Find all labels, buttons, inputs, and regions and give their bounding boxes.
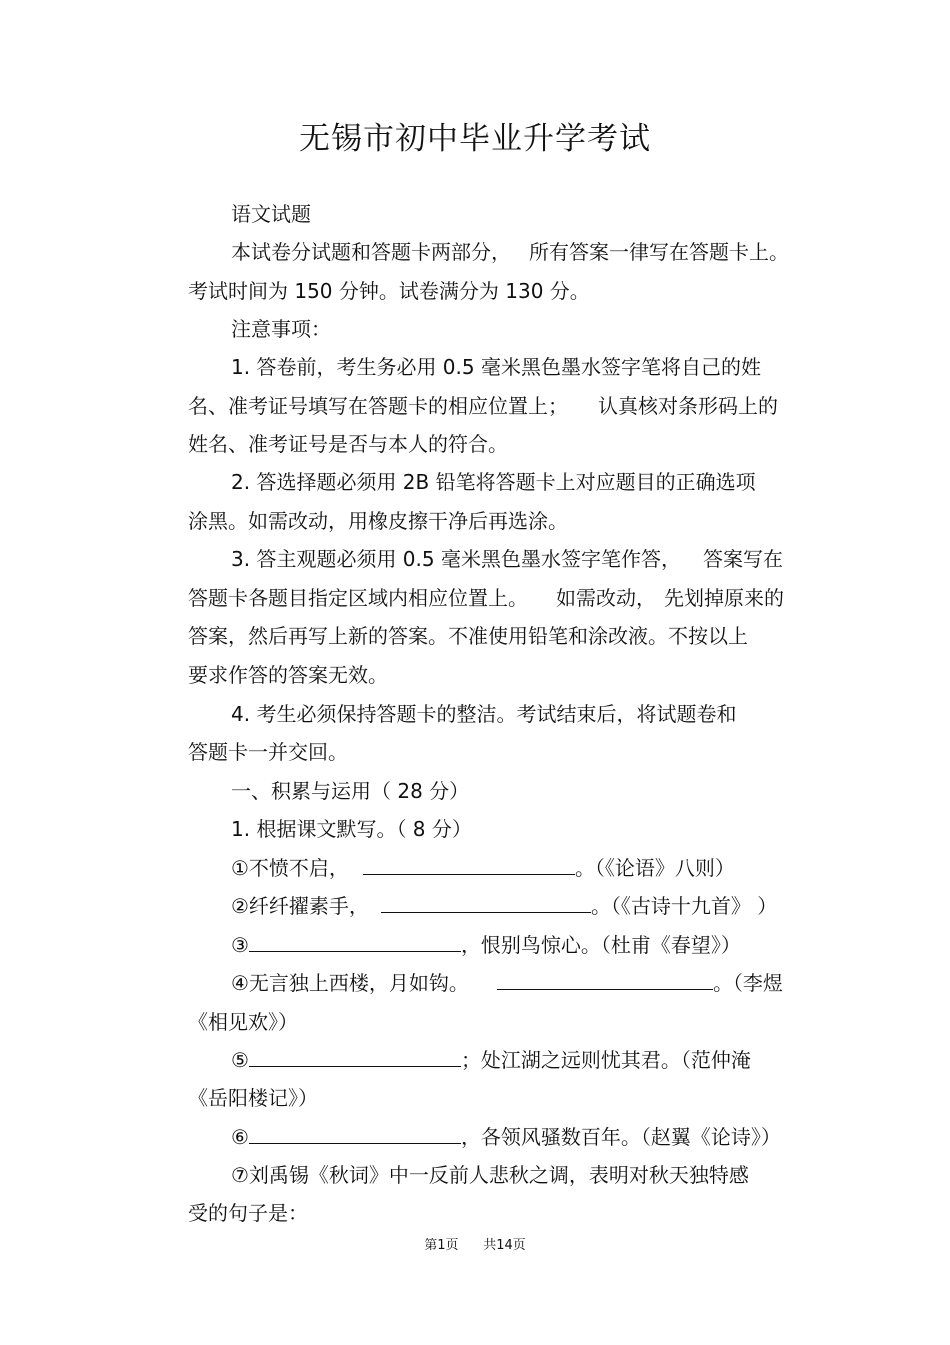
answer-blank <box>363 854 575 875</box>
item-text: ③ <box>231 933 249 957</box>
note-text: 如需改动， <box>556 586 656 610</box>
note-3-line-4: 要求作答的答案无效。 <box>188 663 388 687</box>
note-3-line-2 <box>188 584 828 612</box>
item-3 <box>231 931 831 959</box>
note-text: 名、准考证号填写在答题卡的相应位置上； <box>188 394 568 418</box>
item-text: 。（李煜 <box>712 971 783 995</box>
item-2 <box>231 892 831 920</box>
intro-text: 本试卷分试题和答题卡两部分， <box>231 240 511 264</box>
item-7-line-2: 受的句子是： <box>188 1201 308 1225</box>
note-3-line-3: 答案，然后再写上新的答案。不准使用铅笔和涂改液。不按以上 <box>188 624 748 648</box>
item-text: ①不愤不启， <box>231 856 349 880</box>
item-text: 。（《古诗十九首》 ） <box>590 894 778 918</box>
note-1-line-1: 1. 答卷前，考生务必用 0.5 毫米黑色墨水签字笔将自己的姓 <box>231 355 761 379</box>
item-text: 。（《论语》八则） <box>574 856 735 880</box>
note-text: 3. 答主观题必须用 0.5 毫米黑色墨水签字笔作答， <box>231 547 681 571</box>
item-text: ②纤纤擢素手， <box>231 894 369 918</box>
page-footer: 第1页 共14页 <box>424 1238 526 1253</box>
note-4-line-2: 答题卡一并交回。 <box>188 740 348 764</box>
item-4-line-2: 《相见欢》） <box>188 1010 298 1034</box>
section-heading: 一、积累与运用（ 28 分） <box>231 779 470 803</box>
answer-blank <box>497 969 713 990</box>
item-text: ⑤ <box>231 1048 249 1072</box>
note-text: 答题卡各题目指定区域内相应位置上。 <box>188 586 528 610</box>
note-text: 答案写在 <box>702 547 783 571</box>
answer-blank <box>249 1123 461 1144</box>
item-text: ，恨别鸟惊心。（杜甫《春望》） <box>460 933 741 957</box>
note-2-line-2: 涂黑。如需改动，用橡皮擦干净后再选涂。 <box>188 509 568 533</box>
item-4 <box>231 969 831 997</box>
item-text: ，各领风骚数百年。（赵翼《论诗》） <box>460 1125 781 1149</box>
note-text: 认真核对条形码上的 <box>598 394 778 418</box>
intro-line-2: 考试时间为 150 分钟。试卷满分为 130 分。 <box>188 279 590 303</box>
page-title: 无锡市初中毕业升学考试 <box>299 121 651 157</box>
item-5-line-2: 《岳阳楼记》） <box>188 1086 318 1110</box>
note-3-line-1 <box>231 545 831 573</box>
item-1 <box>231 854 831 882</box>
intro-text: 所有答案一律写在答题卡上。 <box>529 240 789 264</box>
subject-label: 语文试题 <box>231 202 311 226</box>
item-6 <box>231 1123 831 1151</box>
item-text: ；处江湖之远则忧其君。（范仲淹 <box>460 1048 751 1072</box>
note-4-line-1: 4. 考生必须保持答题卡的整洁。考试结束后，将试题卷和 <box>231 702 737 726</box>
answer-blank <box>381 892 591 913</box>
note-1-line-2 <box>188 392 828 420</box>
item-5 <box>231 1046 831 1074</box>
item-text: ④无言独上西楼，月如钩。 <box>231 971 469 995</box>
note-2-line-1: 2. 答选择题必须用 2B 铅笔将答题卡上对应题目的正确选项 <box>231 470 756 494</box>
answer-blank <box>249 931 461 952</box>
note-text: 先划掉原来的 <box>664 586 784 610</box>
note-1-line-3: 姓名、准考证号是否与本人的符合。 <box>188 432 508 456</box>
item-7: ⑦刘禹锡《秋词》中一反前人悲秋之调，表明对秋天独特感 <box>231 1163 749 1187</box>
answer-blank <box>249 1046 461 1067</box>
item-text: ⑥ <box>231 1125 249 1149</box>
intro-line-1 <box>231 238 831 266</box>
notice-heading: 注意事项： <box>231 317 331 341</box>
question-1: 1. 根据课文默写。（ 8 分） <box>231 817 472 841</box>
